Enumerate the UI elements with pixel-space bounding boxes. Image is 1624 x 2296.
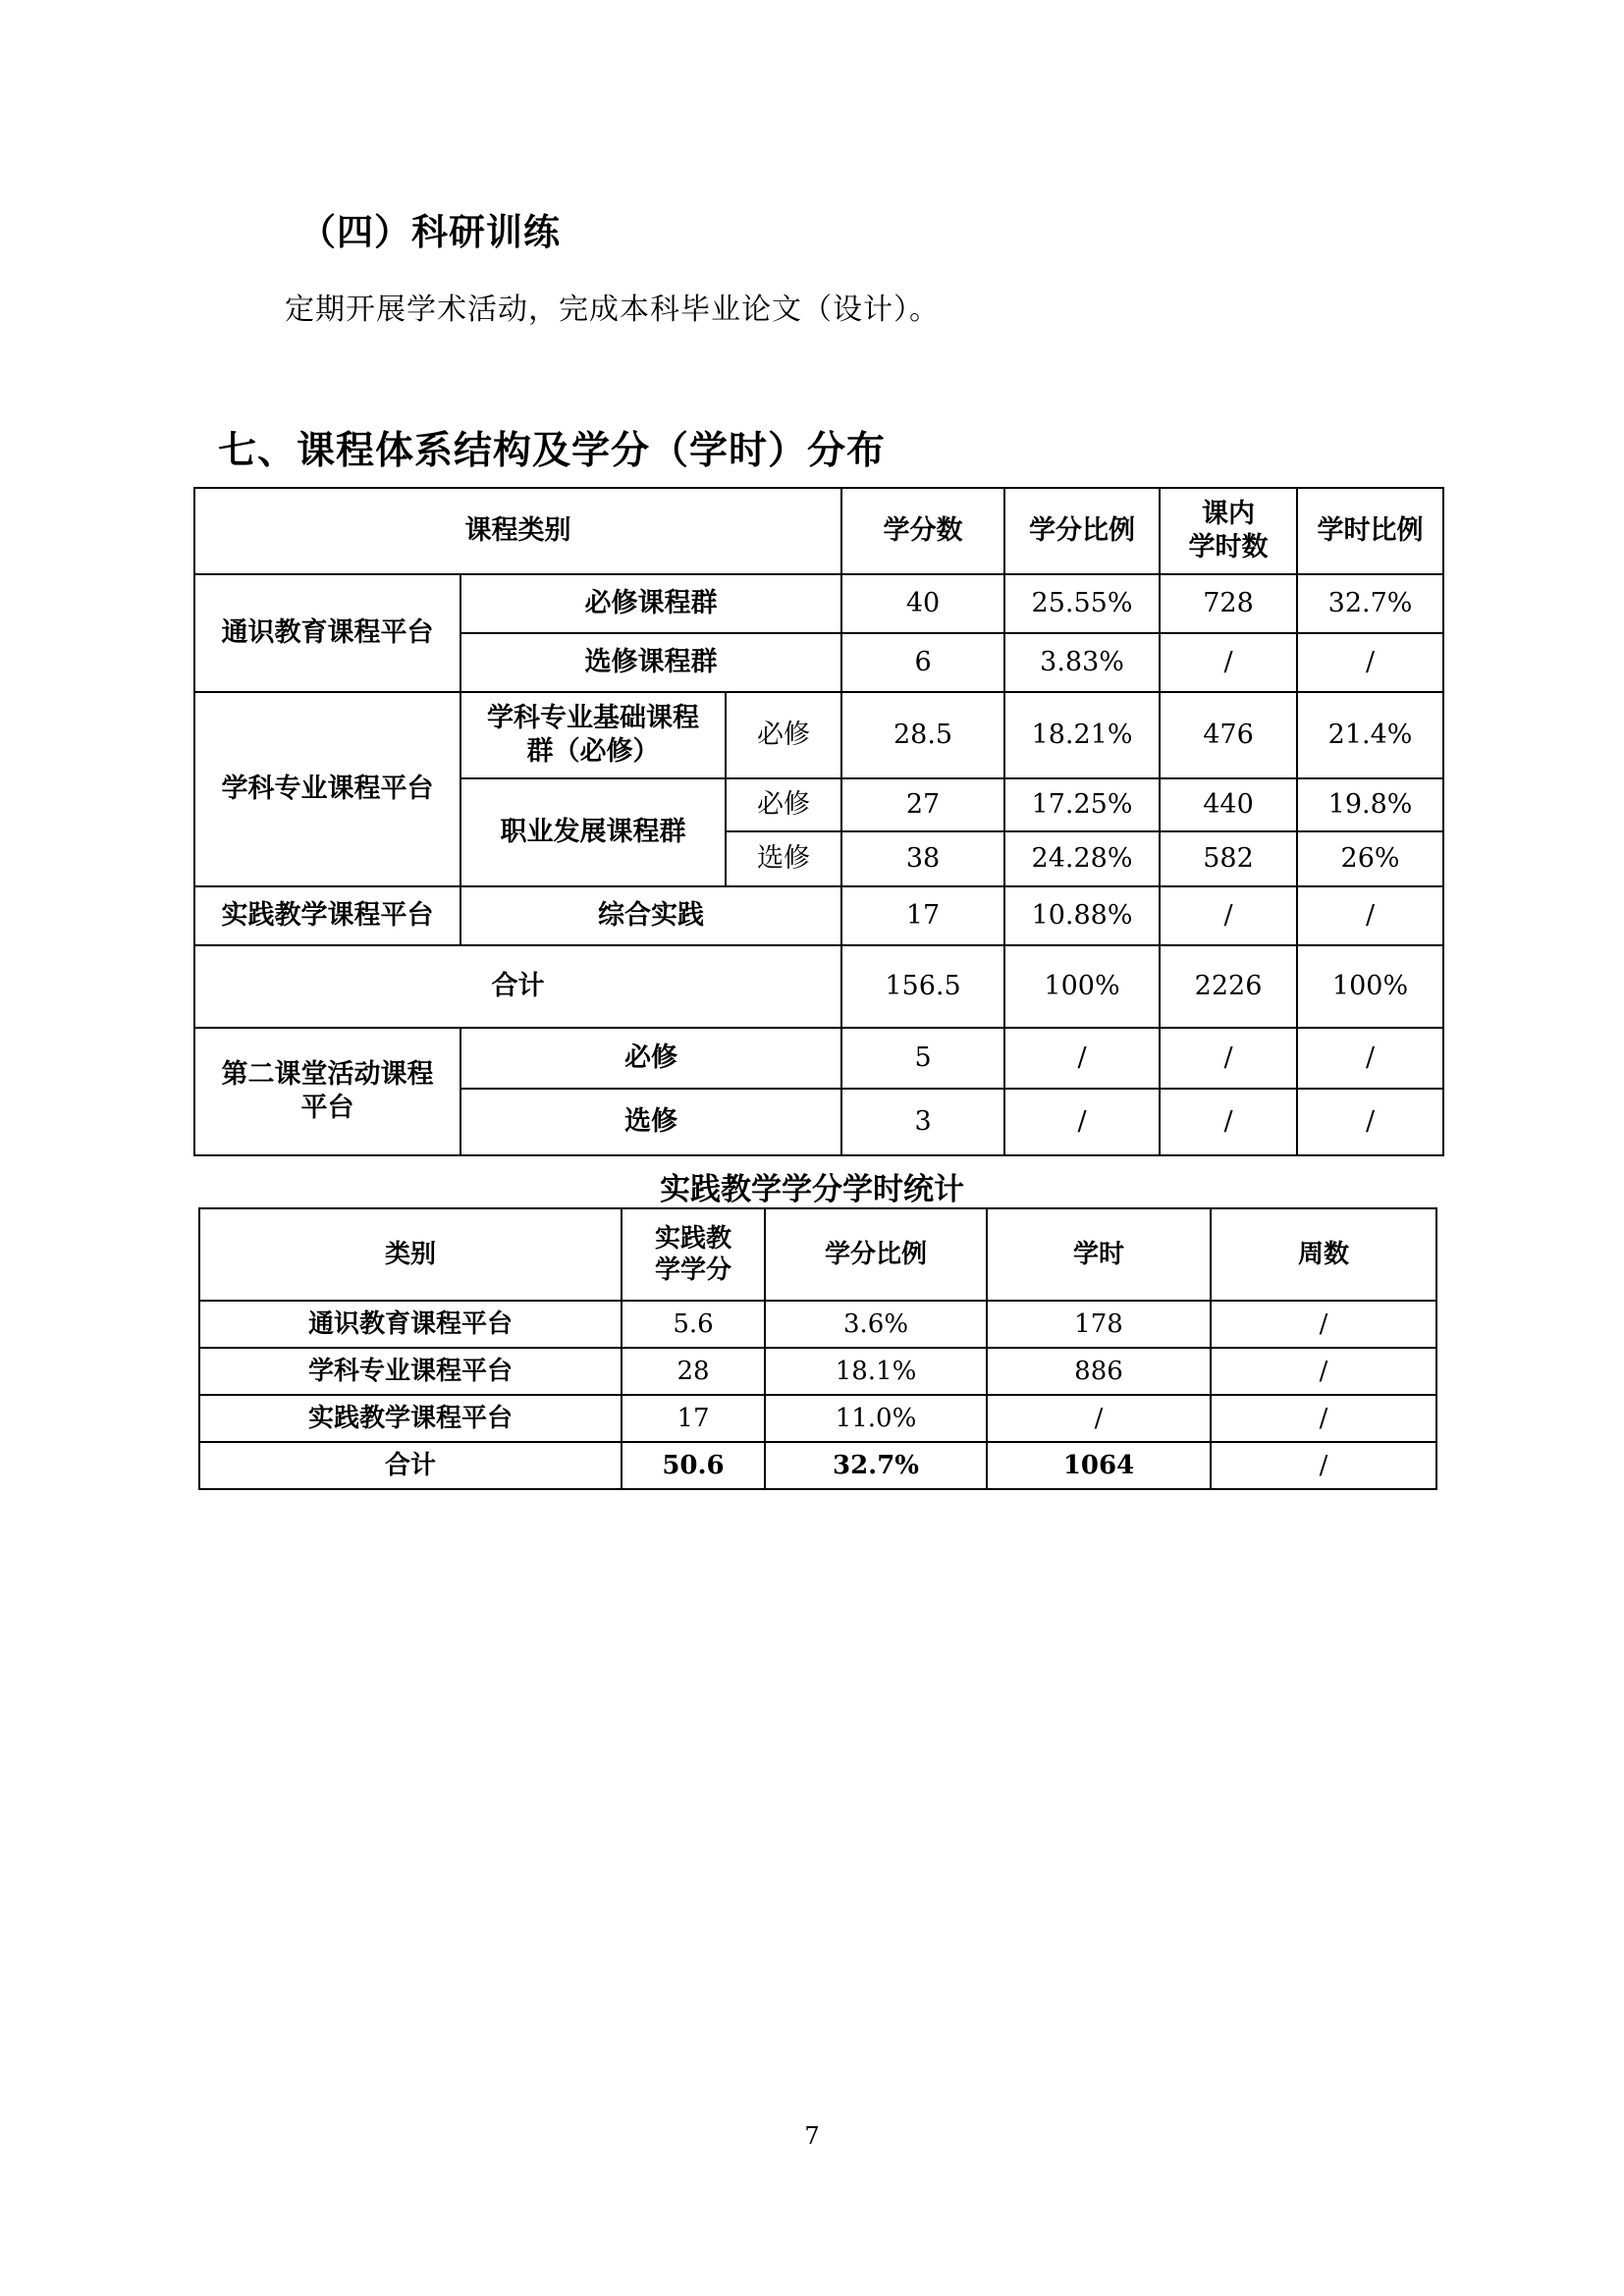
p-row-weeks: / xyxy=(1211,1301,1436,1348)
p-total-category: 合计 xyxy=(199,1442,622,1489)
second-class-required-label: 必修 xyxy=(460,1028,841,1089)
second-class-required-credits: 5 xyxy=(841,1028,1004,1089)
p-header-weeks: 周数 xyxy=(1211,1208,1436,1301)
second-class-required-hours: / xyxy=(1160,1028,1297,1089)
general-required-credits: 40 xyxy=(841,574,1004,633)
p-row-credits: 28 xyxy=(622,1348,765,1395)
career-elective-type: 选修 xyxy=(726,831,841,886)
p-row-credits: 17 xyxy=(622,1395,765,1442)
general-elective-credit-ratio: 3.83% xyxy=(1004,633,1160,692)
discipline-platform-label: 学科专业课程平台 xyxy=(194,692,460,886)
total-hours: 2226 xyxy=(1160,945,1297,1028)
p-row-ratio: 18.1% xyxy=(765,1348,987,1395)
p-row-weeks: / xyxy=(1211,1395,1436,1442)
practice-hours: / xyxy=(1160,886,1297,945)
practice-hour-ratio: / xyxy=(1297,886,1443,945)
general-required-hours: 728 xyxy=(1160,574,1297,633)
practice-credit-ratio: 10.88% xyxy=(1004,886,1160,945)
second-class-elective-credit-ratio: / xyxy=(1004,1089,1160,1155)
total-credit-ratio: 100% xyxy=(1004,945,1160,1028)
total-label: 合计 xyxy=(194,945,841,1028)
p-total-weeks: / xyxy=(1211,1442,1436,1489)
practice-credit-table xyxy=(198,1207,1437,1490)
header-category: 课程类别 xyxy=(194,488,841,574)
p-row-hours: 178 xyxy=(987,1301,1211,1348)
p-row-credits: 5.6 xyxy=(622,1301,765,1348)
career-required-credit-ratio: 17.25% xyxy=(1004,778,1160,831)
foundation-hour-ratio: 21.4% xyxy=(1297,692,1443,778)
p-row-ratio: 3.6% xyxy=(765,1301,987,1348)
general-required-label: 必修课程群 xyxy=(460,574,841,633)
table-row xyxy=(194,692,1443,778)
p-header-hours: 学时 xyxy=(987,1208,1211,1301)
header-credits: 学分数 xyxy=(841,488,1004,574)
p-row-hours: 886 xyxy=(987,1348,1211,1395)
second-class-elective-credits: 3 xyxy=(841,1089,1004,1155)
section-four-heading: （四）科研训练 xyxy=(299,211,561,253)
table-row xyxy=(194,574,1443,633)
practice-table-caption: 实践教学学分学时统计 xyxy=(660,1172,964,1207)
p-row-category: 实践教学课程平台 xyxy=(199,1395,622,1442)
p-header-ratio: 学分比例 xyxy=(765,1208,987,1301)
career-required-credits: 27 xyxy=(841,778,1004,831)
career-elective-credit-ratio: 24.28% xyxy=(1004,831,1160,886)
table-row xyxy=(194,1028,1443,1089)
section-four-text: 定期开展学术活动，完成本科毕业论文（设计）。 xyxy=(285,293,940,327)
total-row xyxy=(199,1442,1436,1489)
foundation-label: 学科专业基础课程 群（必修） xyxy=(460,692,726,778)
career-elective-hour-ratio: 26% xyxy=(1297,831,1443,886)
career-required-type: 必修 xyxy=(726,778,841,831)
practice-credits: 17 xyxy=(841,886,1004,945)
page-number: 7 xyxy=(804,2122,820,2150)
general-elective-hours: / xyxy=(1160,633,1297,692)
p-total-hours: 1064 xyxy=(987,1442,1211,1489)
p-total-credits: 50.6 xyxy=(622,1442,765,1489)
foundation-type: 必修 xyxy=(726,692,841,778)
p-row-category: 学科专业课程平台 xyxy=(199,1348,622,1395)
career-elective-credits: 38 xyxy=(841,831,1004,886)
second-class-required-credit-ratio: / xyxy=(1004,1028,1160,1089)
header-hour-ratio: 学时比例 xyxy=(1297,488,1443,574)
table-row xyxy=(199,1301,1436,1348)
second-class-required-hour-ratio: / xyxy=(1297,1028,1443,1089)
practice-platform-label: 实践教学课程平台 xyxy=(194,886,460,945)
second-class-elective-hour-ratio: / xyxy=(1297,1089,1443,1155)
header-credit-ratio: 学分比例 xyxy=(1004,488,1160,574)
p-header-credits: 实践教 学学分 xyxy=(622,1208,765,1301)
career-required-hours: 440 xyxy=(1160,778,1297,831)
total-hour-ratio: 100% xyxy=(1297,945,1443,1028)
table-row xyxy=(194,886,1443,945)
foundation-credits: 28.5 xyxy=(841,692,1004,778)
p-total-ratio: 32.7% xyxy=(765,1442,987,1489)
career-elective-hours: 582 xyxy=(1160,831,1297,886)
p-row-hours: / xyxy=(987,1395,1211,1442)
foundation-hours: 476 xyxy=(1160,692,1297,778)
header-hours: 课内 学时数 xyxy=(1160,488,1297,574)
general-elective-credits: 6 xyxy=(841,633,1004,692)
table-row xyxy=(199,1348,1436,1395)
table-row xyxy=(199,1395,1436,1442)
second-class-elective-label: 选修 xyxy=(460,1089,841,1155)
practice-label: 综合实践 xyxy=(460,886,841,945)
career-required-hour-ratio: 19.8% xyxy=(1297,778,1443,831)
second-class-platform-label: 第二课堂活动课程 平台 xyxy=(194,1028,460,1155)
p-row-ratio: 11.0% xyxy=(765,1395,987,1442)
general-platform-label: 通识教育课程平台 xyxy=(194,574,460,692)
section-seven-title: 七、课程体系结构及学分（学时）分布 xyxy=(218,429,887,473)
table-header-row xyxy=(199,1208,1436,1301)
foundation-credit-ratio: 18.21% xyxy=(1004,692,1160,778)
general-elective-label: 选修课程群 xyxy=(460,633,841,692)
total-credits: 156.5 xyxy=(841,945,1004,1028)
general-required-credit-ratio: 25.55% xyxy=(1004,574,1160,633)
total-row xyxy=(194,945,1443,1028)
table-header-row xyxy=(194,488,1443,574)
p-header-category: 类别 xyxy=(199,1208,622,1301)
credit-distribution-table xyxy=(193,487,1444,1156)
p-row-category: 通识教育课程平台 xyxy=(199,1301,622,1348)
career-label: 职业发展课程群 xyxy=(460,778,726,886)
p-row-weeks: / xyxy=(1211,1348,1436,1395)
general-elective-hour-ratio: / xyxy=(1297,633,1443,692)
second-class-elective-hours: / xyxy=(1160,1089,1297,1155)
general-required-hour-ratio: 32.7% xyxy=(1297,574,1443,633)
